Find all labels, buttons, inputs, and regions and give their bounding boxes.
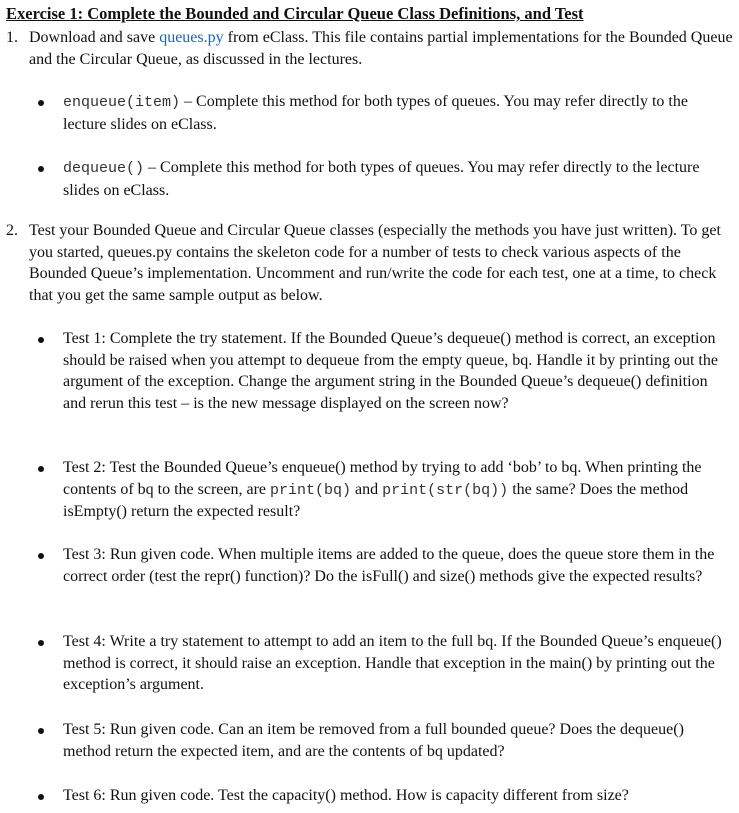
bullet-dot xyxy=(38,553,44,559)
bullet-dot xyxy=(38,794,44,800)
test-2-text-before: Test 2: Test the Bounded Queue’s enqueue() method by trying to add ‘bob’ to bq. When printing the contents of bq to the screen, are xyxy=(63,459,702,498)
bullet-dot xyxy=(38,466,44,472)
test-6: Test 6: Run given code. Test the capacity() method. How is capacity different from size? xyxy=(63,787,629,804)
bullet-dequeue xyxy=(63,157,733,201)
item-1-number: 1. xyxy=(6,29,18,46)
test-2-text-after: the same? Does the method isEmpty() return the expected result? xyxy=(63,480,689,520)
bullet-dot xyxy=(38,166,44,172)
dequeue-code: dequeue() xyxy=(63,160,145,177)
item-2-text: Test your Bounded Queue and Circular Queue classes (especially the methods you have just written). To get you started, queues.py contains the skeleton code for a number of tests to check various aspects of the Bounded Queue’s implementation. Uncomment and run/write the code for each test, one at a time, to check that you get the same sample output as below. xyxy=(29,222,721,304)
item-1-text xyxy=(29,27,733,70)
bullet-dot xyxy=(38,640,44,646)
bullet-enqueue xyxy=(63,91,733,135)
test-4: Test 4: Write a try statement to attempt to add an item to the full bq. If the Bounded Queue’s enqueue() method is correct, it should raise an exception. Handle that exception in the main() by printing out the exception’s argument. xyxy=(63,633,722,693)
test-3: Test 3: Run given code. When multiple items are added to the queue, does the queue store them in the correct order (test the repr() function)? Do the isFull() and size() methods give the expected results? xyxy=(63,546,715,585)
item-2-number: 2. xyxy=(6,222,18,239)
bullet-dot xyxy=(38,337,44,343)
print-bq-code: print(bq) xyxy=(270,481,352,499)
print-str-bq-code: print(str(bq)) xyxy=(382,481,509,499)
dequeue-description: – Complete this method for both types of queues. You may refer directly to the lecture slides on eClass. xyxy=(63,159,700,199)
item-1-text-after: from eClass. This file contains partial implementations for the Bounded Queue and the Circular Queue, as discussed in the lectures. xyxy=(29,29,733,68)
item-1 xyxy=(0,27,739,77)
exercise-title: Exercise 1: Complete the Bounded and Circular Queue Class Definitions, and Test xyxy=(6,4,584,23)
bullet-dot xyxy=(38,100,44,106)
test-1: Test 1: Complete the try statement. If the Bounded Queue’s dequeue() method is correct, an exception should be raised when you attempt to dequeue from the empty queue, bq. Handle it by printing out the argument of the exception. Change the argument string in the Bounded Queue’s dequeue() definition and rerun this test – is the new message displayed on the screen now? xyxy=(63,330,718,412)
test-2-text-mid: and xyxy=(351,480,383,498)
queues-py-link[interactable]: queues.py xyxy=(159,29,224,46)
enqueue-description: – Complete this method for both types of queues. You may refer directly to the lecture slides on eClass. xyxy=(63,93,688,133)
item-1-text-before: Download and save xyxy=(29,29,160,46)
bullet-dot xyxy=(38,728,44,734)
item-2 xyxy=(0,220,739,310)
test-2 xyxy=(63,457,733,523)
enqueue-code: enqueue(item) xyxy=(63,94,181,111)
test-5: Test 5: Run given code. Can an item be removed from a full bounded queue? Does the dequeue() method return the expected item, and are the contents of bq updated? xyxy=(63,721,684,760)
